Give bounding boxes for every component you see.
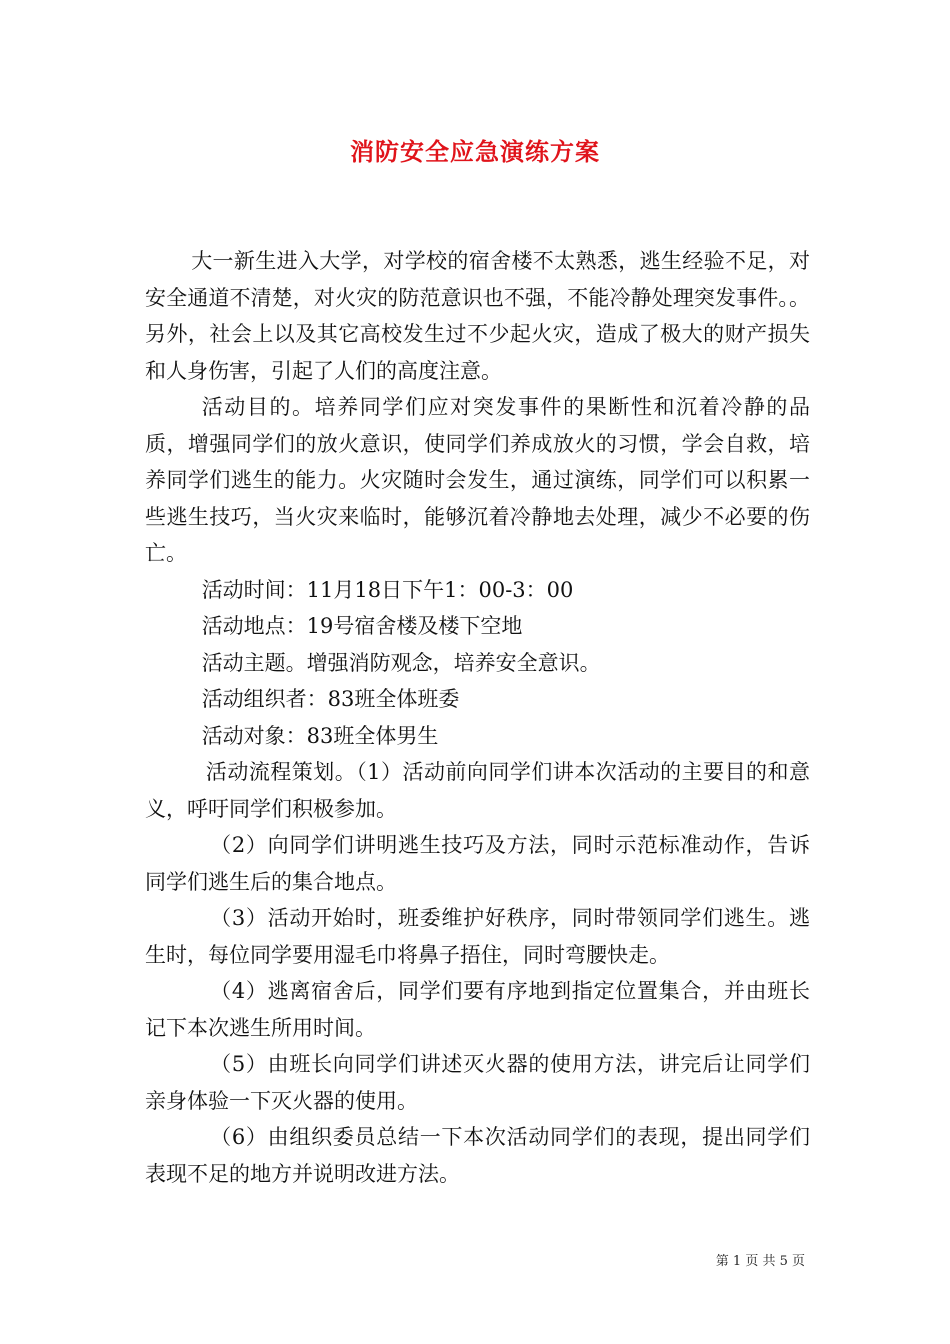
paragraph-process-3: （3）活动开始时，班委维护好秩序，同时带领同学们逃生。逃生时，每位同学要用湿毛巾将鼻子捂住，同时弯腰快走。 [145, 906, 810, 967]
paragraph-location: 活动地点：19号宿舍楼及楼下空地 [201, 614, 523, 638]
paragraph-theme: 活动主题。增强消防观念，培养安全意识。 [201, 650, 601, 675]
paragraph-process-2: （2）向同学们讲明逃生技巧及方法，同时示范标准动作，告诉同学们逃生后的集合地点。 [145, 833, 810, 894]
paragraph-process-5: （5）由班长向同学们讲述灭火器的使用方法，讲完后让同学们亲身体验一下灭火器的使用。 [145, 1052, 810, 1113]
paragraph-time: 活动时间：11月18日下午1：00-3：00 [201, 577, 574, 602]
paragraph-organizer: 活动组织者：83班全体班委 [201, 687, 460, 711]
paragraph-process-4: （4）逃离宿舍后，同学们要有序地到指定位置集合，并由班长记下本次逃生所用时间。 [145, 979, 810, 1040]
document-body [145, 243, 810, 1192]
paragraph-purpose: 活动目的。培养同学们应对突发事件的果断性和沉着冷静的品质，增强同学们的放火意识，使同学们养成放火的习惯，学会自救，培养同学们逃生的能力。火灾随时会发生，通过演练，同学们可以积累一些逃生技巧，当火灾来临时，能够沉着冷静地去处理，减少不必要的伤亡。 [145, 395, 810, 565]
paragraph-participants: 活动对象：83班全体男生 [201, 723, 439, 748]
page-number: 第 1 页 共 5 页 [715, 1254, 805, 1269]
paragraph-process-6: （6）由组织委员总结一下本次活动同学们的表现，提出同学们表现不足的地方并说明改进方法。 [145, 1125, 810, 1186]
document-title: 消防安全应急演练方案 [350, 137, 600, 166]
paragraph-process-1: 活动流程策划。（1）活动前向同学们讲本次活动的主要目的和意义，呼吁同学们积极参加。 [145, 760, 810, 821]
paragraph-intro: 大一新生进入大学，对学校的宿舍楼不太熟悉，逃生经验不足，对安全通道不清楚，对火灾的防范意识也不强，不能冷静处理突发事件。。另外，社会上以及其它高校发生过不少起火灾，造成了极大的财产损失和人身伤害，引起了人们的高度注意。 [145, 249, 810, 383]
